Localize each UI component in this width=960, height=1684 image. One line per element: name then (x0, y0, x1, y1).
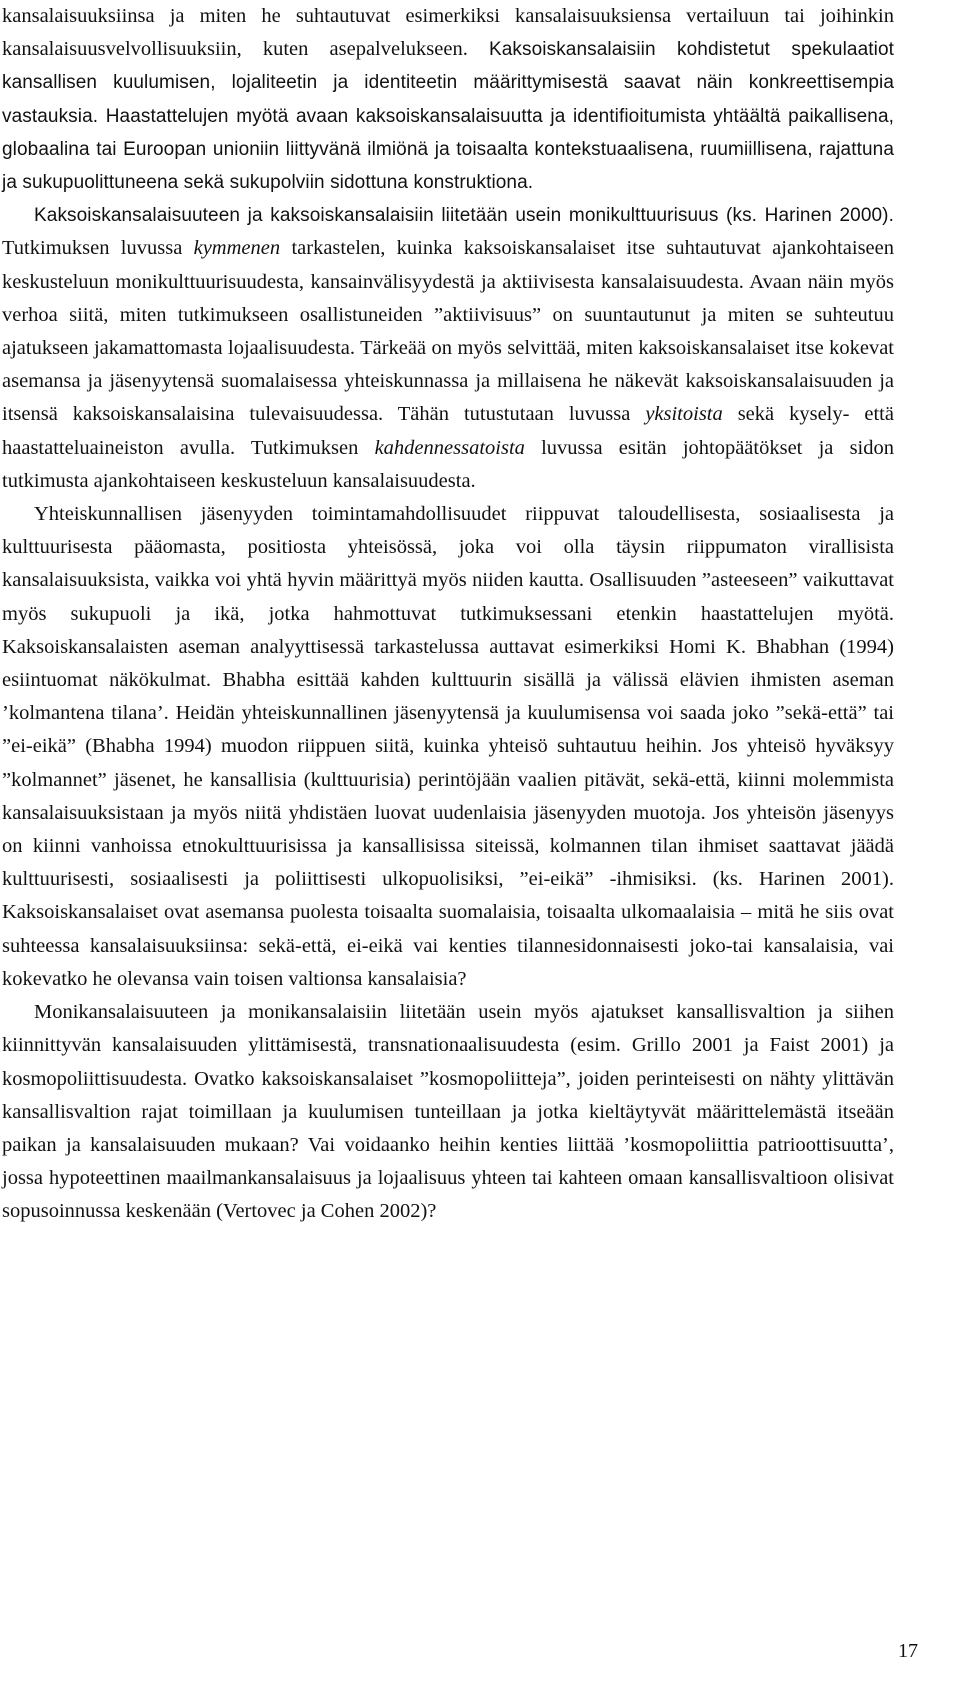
paragraph-2-italic-kymmenen: kymmenen (193, 237, 281, 260)
paragraph-2-segment-6: sekä kysely- että haastatteluaineiston avulla. Tutkimuksen (2, 403, 894, 459)
page-number: 17 (898, 1640, 918, 1662)
body-text (2, 0, 894, 1229)
paragraph-1-segment-1: kansalaisuuksiinsa ja miten he suhtautuvat esimerkiksi kansalaisuuksiensa vertailuun tai joihinkin kansalaisuusvelvollisuuksiin, kuten asepalvelukseen. (2, 5, 894, 61)
paragraph-2-segment-1: Kaksoiskansalaisuuteen ja kaksoiskansalaisiin liitetään usein monikulttuurisuus (ks. Harinen 2000). (34, 205, 894, 227)
paragraph-1-segment-2: Kaksoiskansalaisiin kohdistetut spekulaatiot kansallisen kuulumisen, lojaliteetin ja identiteetin määrittymisestä saavat näin konkreettisempia vastauksia. Haastattelujen myötä avaan kaksoiskansalaisuutta ja identifioitumista yhtäältä paikallisena, globaalina tai Euroopan unioniin liittyvänä ilmiönä ja toisaalta kontekstuaalisena, ruumiillisena, rajattuna ja sukupuolittuneena sekä sukupolviin sidottuna konstruktiona. (2, 39, 894, 194)
paragraph-2-segment-4: tarkastelen, kuinka kaksoiskansalaiset itse suhtautuvat ajankohtaiseen keskusteluun monikulttuurisuudesta, kansainvälisyydestä ja aktiivisesta kansalaisuudesta. Avaan näin myös verhoa siitä, miten tutkimukseen osallistuneiden ”aktiivisuus” on suuntautunut ja miten se suhteutuu ajatukseen jakamattomasta lojaalisuudesta. Tärkeää on myös selvittää, miten kaksoiskansalaiset itse kokevat asemansa ja jäsenyytensä suomalaisessa yhteiskunnassa ja millaisena he näkevät kaksoiskansalaisuuden ja itsensä kaksoiskansalaisina tulevaisuudessa. Tähän tutustutaan luvussa (2, 237, 894, 426)
paragraph-2-segment-8: luvussa esitän johtopäätökset ja sidon tutkimusta ajankohtaiseen keskusteluun kansalaisuudesta. (2, 436, 894, 492)
paragraph-4-segment-1: Monikansalaisuuteen ja monikansalaisiin liitetään usein myös ajatukset kansallisvaltion ja siihen kiinnittyvän kansalaisuuden ylittämisestä, transnationaalisuudesta (esim. Grillo 2001 ja Faist 2001) ja kosmopoliittisuudesta. Ovatko kaksoiskansalaiset ”kosmopoliitteja”, joiden perinteisesti on nähty ylittävän kansallisvaltion rajat toimillaan ja kuulumisen tunteillaan ja jotka kieltäytyvät määrittelemästä itseään paikan ja kansalaisuuden mukaan? Vai voidaanko heihin kenties liittää ’kosmopoliittia patrioottisuutta’, jossa hypoteettinen maailmankansalaisuus ja lojaalisuus yhteen tai kahteen omaan kansallisvaltioon olisivat sopusoinnussa keskenään (Vertovec ja Cohen 2002)? (2, 1001, 894, 1223)
paragraph-1 (2, 0, 894, 199)
paragraph-2-italic-yksitoista: yksitoista (645, 403, 723, 426)
paragraph-4 (2, 996, 894, 1228)
paragraph-3-segment-1: Yhteiskunnallisen jäsenyyden toimintamahdollisuudet riippuvat taloudellisesta, sosiaalisesta ja kulttuurisesta pääomasta, positiosta yhteisössä, joka voi olla täysin riippumaton virallisista kansalaisuuksista, vaikka voi yhtä hyvin määrittyä myös niiden kautta. Osallisuuden ”asteeseen” vaikuttavat myös sukupuoli ja ikä, jotka hahmottuvat tutkimuksessani etenkin haastattelujen myötä. Kaksoiskansalaisten aseman analyyttisessä tarkastelussa auttavat esimerkiksi Homi K. Bhabhan (1994) esiintuomat näkökulmat. Bhabha esittää kahden kulttuurin sisällä ja välissä elävien ihmisten aseman ’kolmantena tilana’. Heidän yhteiskunnallinen jäsenyytensä ja kuulumisensa voi saada joko ”sekä-että” tai ”ei-eikä” (Bhabha 1994) muodon riippuen siitä, kuinka yhteisö suhtautuu heihin. Jos yhteisö hyväksyy ”kolmannet” jäsenet, he kansallisia (kulttuurisia) perintöjään vaalien pitävät, sekä-että, kiinni molemmista kansalaisuuksistaan ja myös niitä yhdistäen luovat uudenlaisia jäsenyyden muotoja. Jos yhteisön jäsenyys on kiinni vanhoissa etnokulttuurisissa ja kansallisissa siteissä, kolmannen tilan ihmiset saattavat jäädä kulttuurisesti, sosiaalisesti ja poliittisesti ulkopuolisiksi, ”ei-eikä” -ihmisiksi. (ks. Harinen 2001). Kaksoiskansalaiset ovat asemansa puolesta toisaalta suomalaisia, toisaalta ulkomaalaisia – mitä he siis ovat suhteessa kansalaisuuksiinsa: sekä-että, ei-eikä vai kenties tilannesidonnaisesti joko-tai kansalaisia, vai kokevatko he olevansa vain toisen valtionsa kansalaisia? (2, 503, 894, 990)
paragraph-2-segment-2: Tutkimuksen luvussa (2, 237, 194, 260)
paragraph-2 (2, 199, 894, 498)
paragraph-2-italic-kahdennessatoista: kahdennessatoista (374, 436, 525, 459)
paragraph-3 (2, 498, 894, 996)
